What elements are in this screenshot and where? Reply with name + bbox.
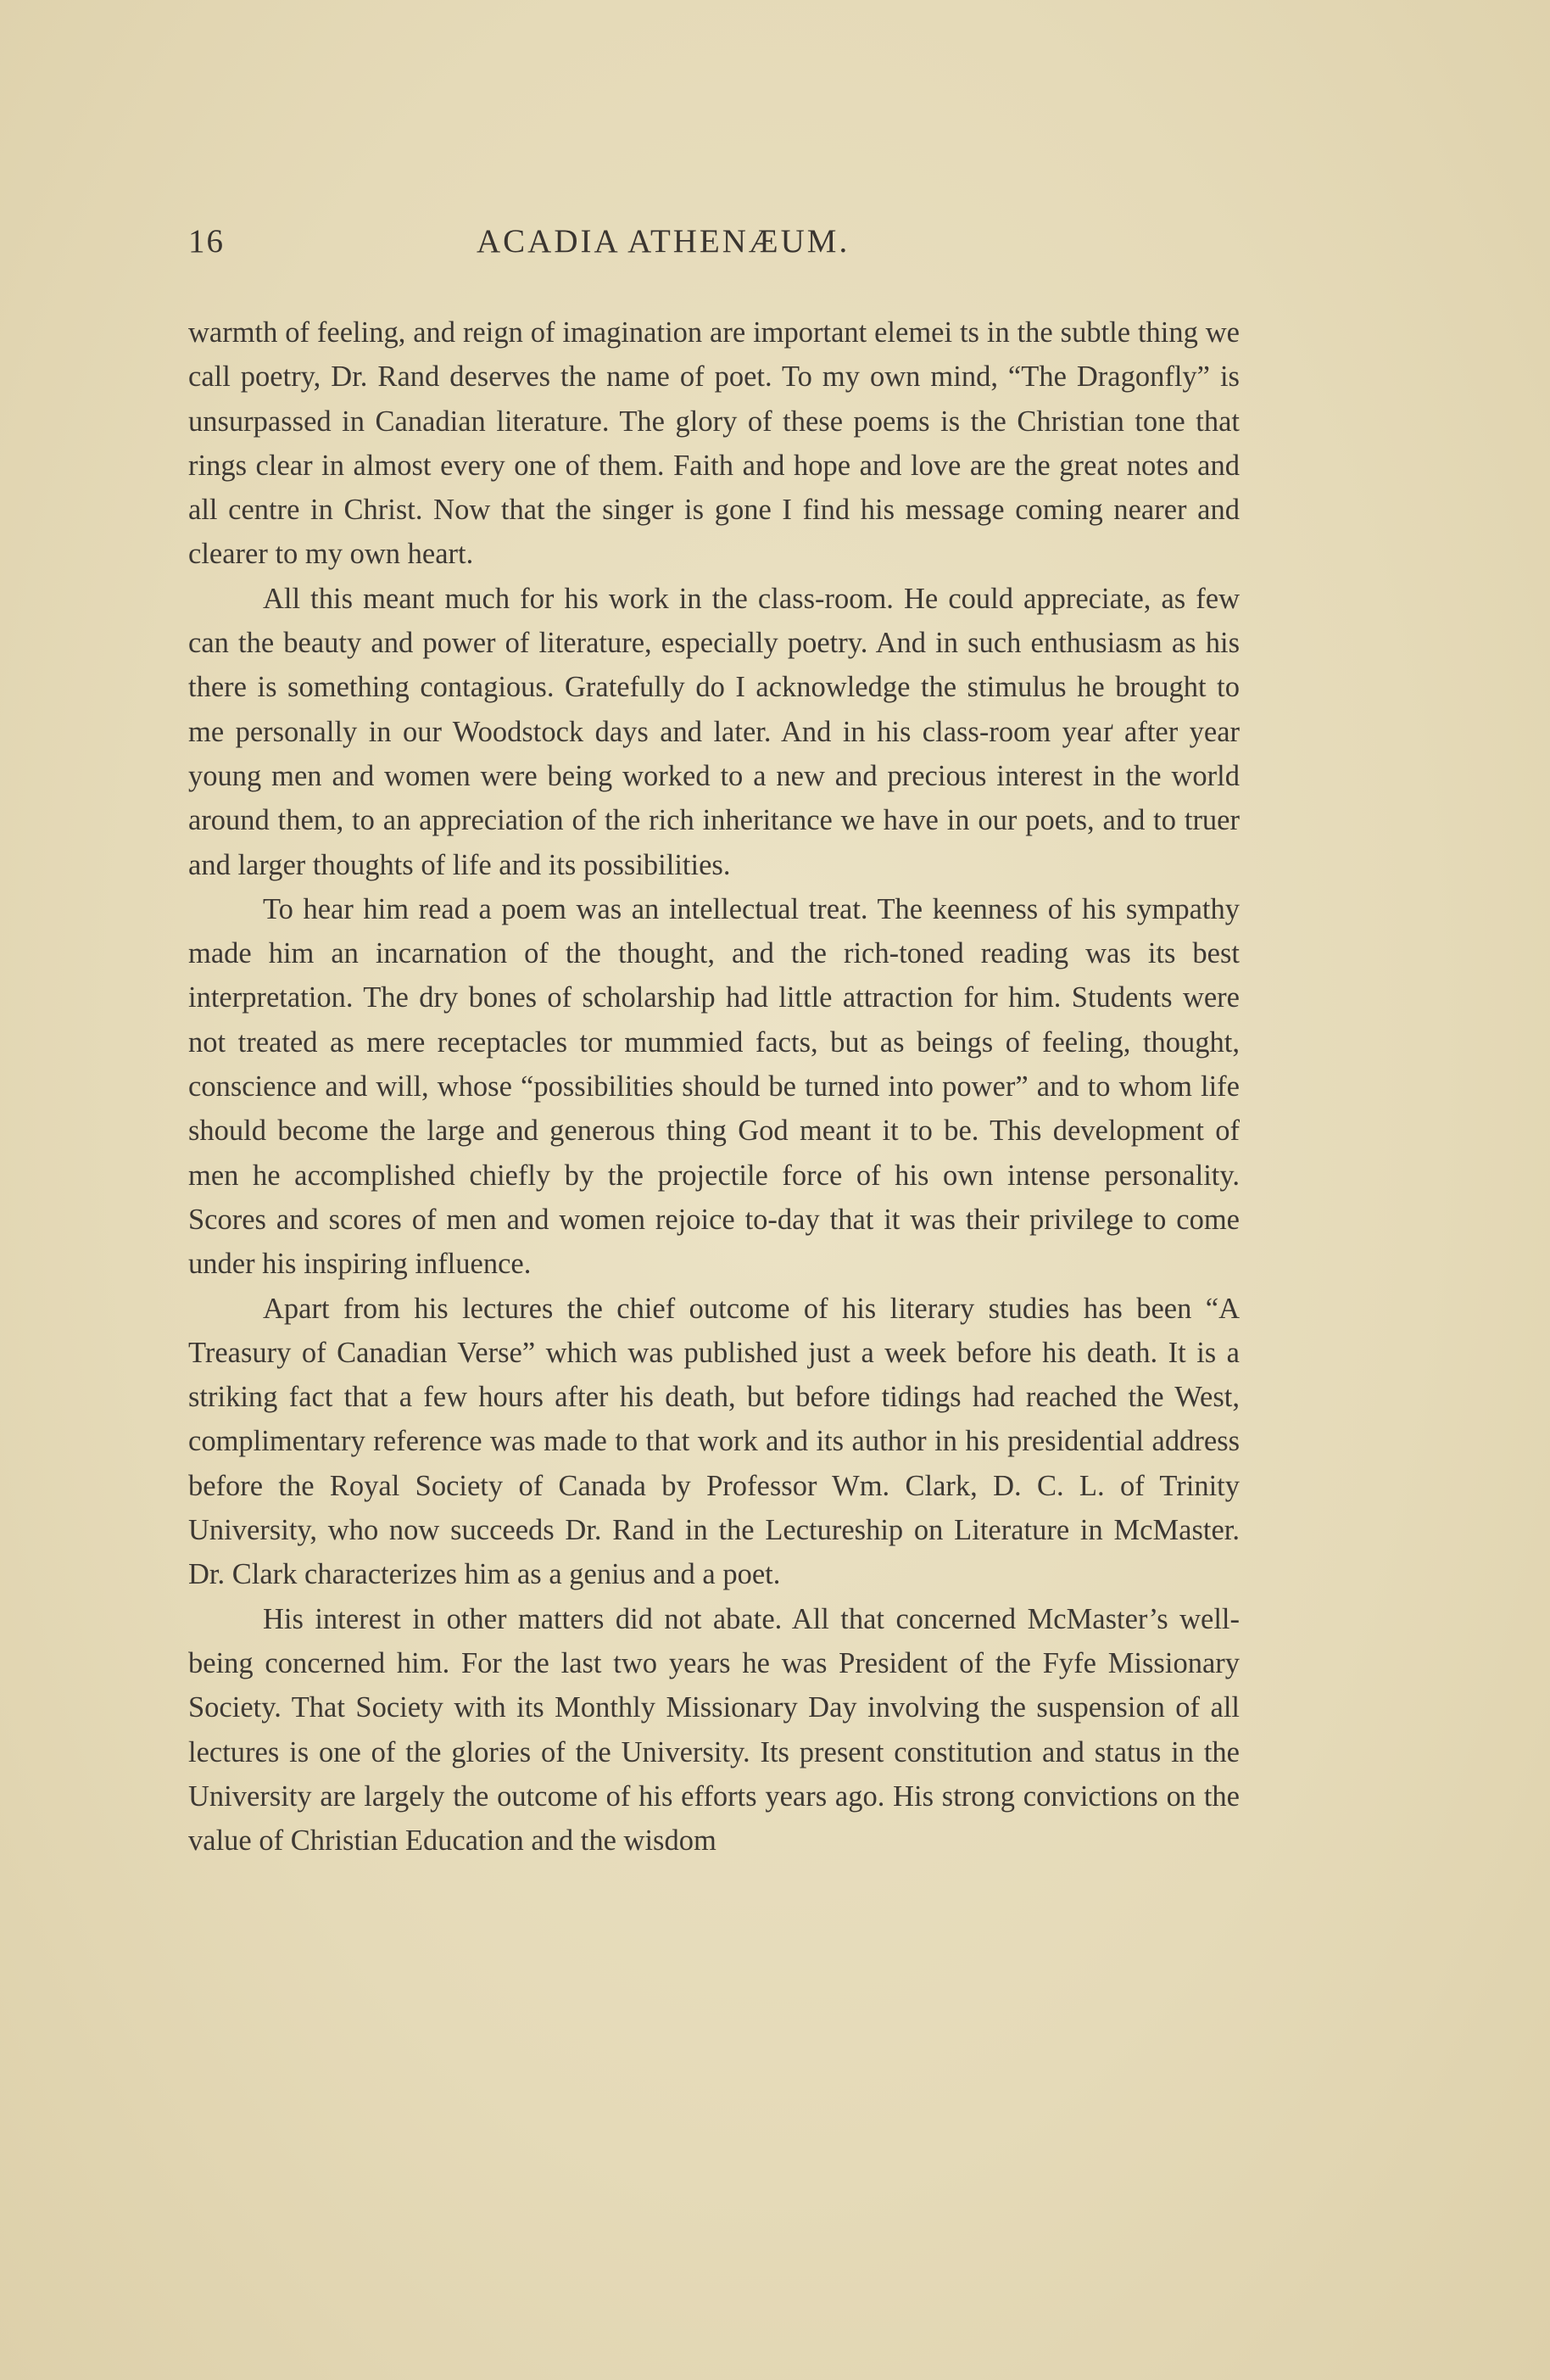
article-body (188, 310, 1240, 1863)
page-number: 16 (188, 223, 225, 260)
paragraph: All this meant much for his work in the class-room. He could appreciate, as few can the beauty and power of literature, especially poetry. And in such enthusiasm as his there is something contagious. Gratefully do I acknowledge the stimulus he brought to me personally in our Woodstock days and later. And in his class-room yeaґ after year young men and women were being worked to a new and precious interest in the world around them, to an appreciation of the rich inheritance we have in our poets, and to truer and larger thoughts of life and its possibilities. (188, 582, 1240, 881)
paragraph: warmth of feeling, and reign of imagination are important elemei ts in the subtle thing we call poetry, Dr. Rand deserves the name of poet. To my own mind, “The Dragonfly” is unsurpassed in Canadian literature. The glory of these poems is the Christian tone that rings clear in almost every one of them. Faith and hope and love are the great notes and all centre in Christ. Now that the singer is gone I find his message coming nearer and clearer to my own heart. (188, 316, 1240, 571)
paragraph: His interest in other matters did not abate. All that concerned McMaster’s well-being concerned him. For the last two years he was President of the Fyfe Missionary Society. That Society with its Monthly Missionary Day involving the suspension of all lectures is one of the glories of the University. Its present constitution and status in the University are largely the outcome of his efforts years ago. His strong convictions on the value of Christian Education and the wisdom (188, 1602, 1240, 1858)
paragraph: Apart from his lectures the chief outcome of his literary studies has been “A Treasury of Canadian Verse” which was published just a week before his death. It is a striking fact that a few hours after his death, but before tidings had reached the West, complimentary reference was made to that work and its author in his presidential address before the Royal Society of Canada by Professor Wm. Clark, D. C. L. of Trinity University, who now succeeds Dr. Rand in the Lectureship on Literature in McMaster. Dr. Clark characterizes him as a genius and a poet. (188, 1292, 1240, 1591)
page-header (188, 222, 1248, 273)
running-title: ACADIA ATHENÆUM. (477, 223, 850, 260)
paragraph: To hear him read a poem was an intellectual treat. The keenness of his sympathy made him an incarnation of the thought, and the rich-toned reading was its best interpretation. The dry bones of scholarship had little attraction for him. Students were not treated as mere receptacles tor mummied facts, but as beings of feeling, thought, conscience and will, whose “possibilities should be turned into power” and to whom life should become the large and generous thing God meant it to be. This development of men he accomplished chiefly by the projectile force of his own intense personality. Scores and scores of men and women rejoice to-day that it was their privilege to come under his inspiring influence. (188, 892, 1240, 1281)
